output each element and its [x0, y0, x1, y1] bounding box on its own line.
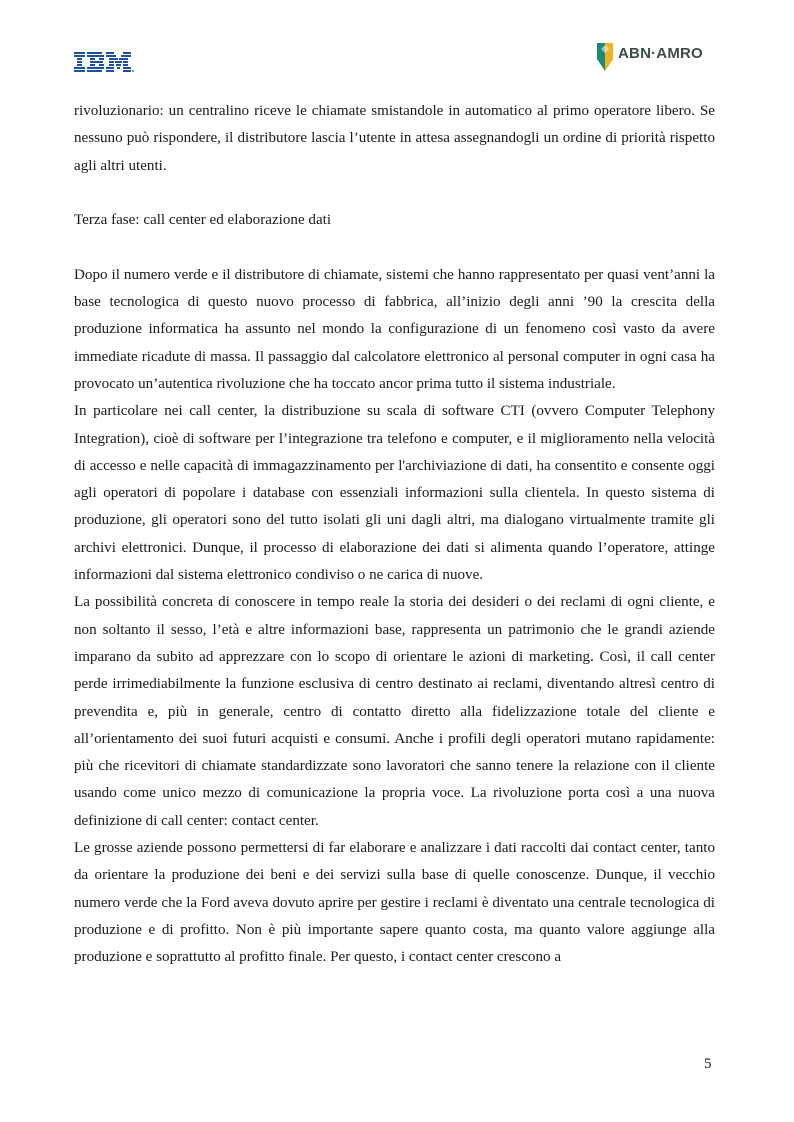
page-header — [0, 0, 794, 90]
abn-amro-wordmark: ABN·AMRO — [618, 45, 703, 62]
ibm-logo-icon — [74, 51, 134, 75]
paragraph: rivoluzionario: un centralino riceve le chiamate smistandole in automatico al primo operatore libero. Se nessuno può rispondere, il distributore lascia l’utente in attesa assegnandogli un ordine di priorità rispetto agli altri utenti. — [74, 103, 715, 174]
abn-amro-logo — [596, 42, 716, 74]
paragraph: Dopo il numero verde e il distributore di chiamate, sistemi che hanno rappresentato per quasi vent’anni la base tecnologica di questo nuovo processo di fabbrica, all’inizio degli anni ’90 la crescita della produzione informatica ha assunto nel mondo la configurazione di un fenomeno così vasto da avere immediate ricadute di massa. Il passaggio dal calcolatore elettronico al personal computer in ogni casa ha provocato un’autentica rivoluzione che ha toccato ancor prima tutto il sistema industriale. — [74, 266, 715, 392]
paragraph: In particolare nei call center, la distribuzione su scala di software CTI (ovvero Computer Telephony Integration), cioè di software per l’integrazione tra telefono e computer, e il miglioramento nella velocità di accesso e nelle capacità di immagazzinamento per l'archiviazione di dati, ha consentito e consente oggi agli operatori di popolare i database con essenziali informazioni sulla clientela. In questo sistema di produzione, gli operatori sono del tutto isolati gli uni dagli altri, ma dialogano virtualmente tramite gli archivi elettronici. Dunque, il processo di elaborazione dei dati si alimenta quando l’operatore, attinge informazioni dal sistema elettronico condiviso o ne carica di nuove. — [74, 403, 715, 584]
abn-amro-shield-icon — [596, 42, 614, 72]
section-heading: Terza fase: call center ed elaborazione dati — [74, 212, 332, 229]
paragraph: La possibilità concreta di conoscere in tempo reale la storia dei desideri o dei reclami di ogni cliente, e non soltanto il sesso, l’età e altre informazioni base, rappresenta un patrimonio che le grandi aziende imparano da subito ad apprezzare con lo scopo di orientare le azioni di marketing. Così, il call center perde irrimediabilmente la funzione esclusiva di centro destinato ai reclami, diventando altresì centro di prevendita e, più in generale, centro di contatto diretto alla fidelizzazione totale del cliente e all’orientamento dei suoi futuri acquisti e consumi. Anche i profili degli operatori mutano rapidamente: più che ricevitori di chiamate standardizzate sono lavoratori che sanno tenere la relazione con il cliente usando come unico mezzo di comunicazione la propria voce. La rivoluzione porta così a una nuova definizione di call center: contact center. — [74, 594, 715, 829]
paragraph: Le grosse aziende possono permettersi di far elaborare e analizzare i dati raccolti dai contact center, tanto da orientare la produzione dei beni e dei servizi sulla base di quelle conoscenze. Dunque, il vecchio numero verde che la Ford aveva dovuto aprire per gestire i reclami è diventato una centrale tecnologica di produzione e di profitto. Non è più importante sapere quanto costa, ma quanto valore aggiunge alla produzione e soprattutto al profitto finale. Per questo, i contact center crescono a — [74, 840, 715, 966]
page-number: 5 — [704, 1056, 712, 1072]
document-body — [74, 98, 715, 972]
